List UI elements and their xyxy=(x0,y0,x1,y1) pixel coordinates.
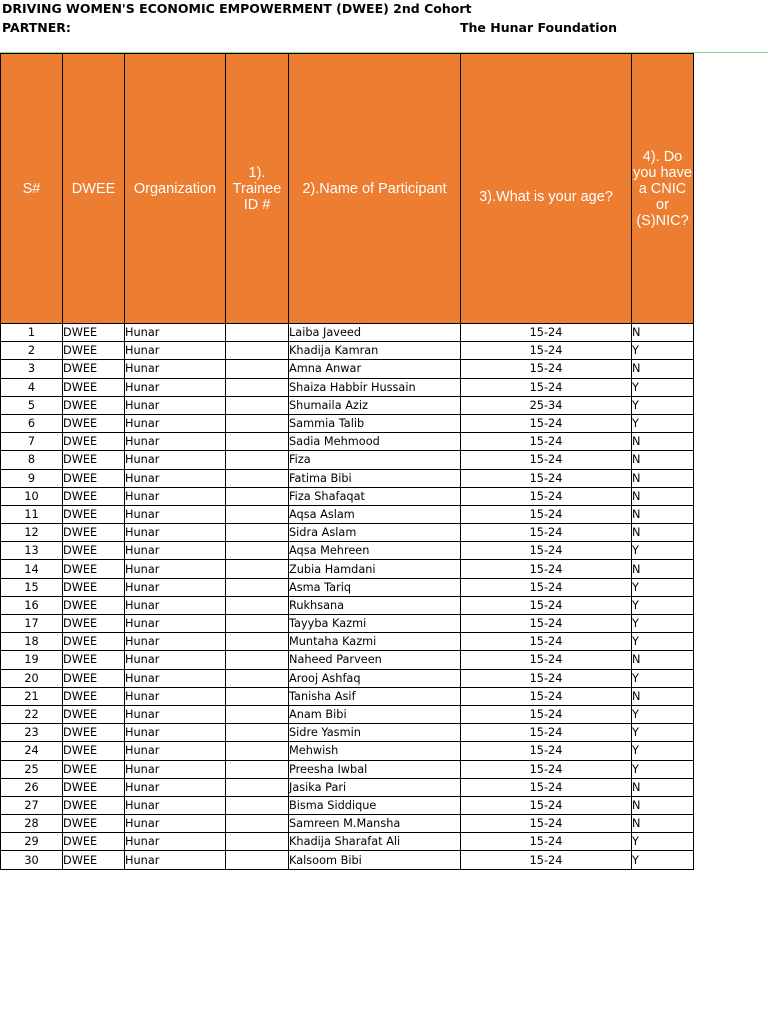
cell-age[interactable]: 15-24 xyxy=(461,833,632,851)
cell-dwee[interactable]: DWEE xyxy=(63,596,125,614)
cell-participant-name[interactable]: Fiza xyxy=(289,451,461,469)
table-row xyxy=(1,360,694,378)
cell-dwee[interactable]: DWEE xyxy=(63,796,125,814)
cell-organization[interactable]: Hunar xyxy=(125,596,226,614)
cell-organization[interactable]: Hunar xyxy=(125,342,226,360)
cell-organization[interactable]: Hunar xyxy=(125,378,226,396)
cell-organization[interactable]: Hunar xyxy=(125,469,226,487)
cell-dwee[interactable]: DWEE xyxy=(63,615,125,633)
table-row xyxy=(1,342,694,360)
cell-sn[interactable]: 22 xyxy=(1,705,63,723)
cell-dwee[interactable]: DWEE xyxy=(63,542,125,560)
cell-participant-name[interactable]: Tanisha Asif xyxy=(289,687,461,705)
cell-trainee-id[interactable] xyxy=(226,651,289,669)
cell-participant-name[interactable]: Muntaha Kazmi xyxy=(289,633,461,651)
cell-organization[interactable]: Hunar xyxy=(125,360,226,378)
cell-participant-name[interactable]: Arooj Ashfaq xyxy=(289,669,461,687)
cell-trainee-id[interactable] xyxy=(226,815,289,833)
cell-sn[interactable]: 9 xyxy=(1,469,63,487)
cell-trainee-id[interactable] xyxy=(226,560,289,578)
table-row xyxy=(1,687,694,705)
header-age[interactable]: 3).What is your age? xyxy=(461,54,632,324)
cell-organization[interactable]: Hunar xyxy=(125,705,226,723)
table-row xyxy=(1,669,694,687)
cell-dwee[interactable]: DWEE xyxy=(63,451,125,469)
cell-sn[interactable]: 10 xyxy=(1,487,63,505)
table-row xyxy=(1,760,694,778)
cell-dwee[interactable]: DWEE xyxy=(63,360,125,378)
cell-sn[interactable]: 11 xyxy=(1,505,63,523)
cell-age[interactable]: 15-24 xyxy=(461,669,632,687)
cell-cnic[interactable]: N xyxy=(632,487,694,505)
cell-sn[interactable]: 19 xyxy=(1,651,63,669)
cell-trainee-id[interactable] xyxy=(226,396,289,414)
cell-participant-name[interactable]: Anam Bibi xyxy=(289,705,461,723)
cell-cnic[interactable]: Y xyxy=(632,596,694,614)
cell-age[interactable]: 15-24 xyxy=(461,414,632,432)
cell-participant-name[interactable]: Khadija Sharafat Ali xyxy=(289,833,461,851)
table-row xyxy=(1,433,694,451)
cell-dwee[interactable]: DWEE xyxy=(63,687,125,705)
cell-dwee[interactable]: DWEE xyxy=(63,742,125,760)
cell-dwee[interactable]: DWEE xyxy=(63,778,125,796)
cell-sn[interactable]: 23 xyxy=(1,724,63,742)
cell-cnic[interactable]: Y xyxy=(632,833,694,851)
cell-dwee[interactable]: DWEE xyxy=(63,487,125,505)
cell-age[interactable]: 15-24 xyxy=(461,596,632,614)
cell-participant-name[interactable]: Shaiza Habbir Hussain xyxy=(289,378,461,396)
cell-participant-name[interactable]: Aqsa Aslam xyxy=(289,505,461,523)
cell-trainee-id[interactable] xyxy=(226,524,289,542)
cell-sn[interactable]: 21 xyxy=(1,687,63,705)
participant-table xyxy=(0,53,694,870)
cell-age[interactable]: 15-24 xyxy=(461,724,632,742)
cell-sn[interactable]: 20 xyxy=(1,669,63,687)
cell-trainee-id[interactable] xyxy=(226,669,289,687)
cell-organization[interactable]: Hunar xyxy=(125,633,226,651)
cell-dwee[interactable]: DWEE xyxy=(63,651,125,669)
cell-trainee-id[interactable] xyxy=(226,724,289,742)
cell-age[interactable]: 15-24 xyxy=(461,742,632,760)
cell-age[interactable]: 15-24 xyxy=(461,487,632,505)
cell-cnic[interactable]: Y xyxy=(632,724,694,742)
cell-participant-name[interactable]: Samreen M.Mansha xyxy=(289,815,461,833)
cell-cnic[interactable]: N xyxy=(632,651,694,669)
cell-participant-name[interactable]: Jasika Pari xyxy=(289,778,461,796)
cell-dwee[interactable]: DWEE xyxy=(63,815,125,833)
cell-sn[interactable]: 16 xyxy=(1,596,63,614)
cell-trainee-id[interactable] xyxy=(226,851,289,869)
cell-trainee-id[interactable] xyxy=(226,433,289,451)
cell-participant-name[interactable]: Amna Anwar xyxy=(289,360,461,378)
cell-age[interactable]: 15-24 xyxy=(461,560,632,578)
table-row xyxy=(1,596,694,614)
table-row xyxy=(1,651,694,669)
cell-dwee[interactable]: DWEE xyxy=(63,560,125,578)
cell-sn[interactable]: 29 xyxy=(1,833,63,851)
cell-cnic[interactable]: Y xyxy=(632,378,694,396)
cell-dwee[interactable]: DWEE xyxy=(63,760,125,778)
cell-participant-name[interactable]: Sidre Yasmin xyxy=(289,724,461,742)
cell-sn[interactable]: 28 xyxy=(1,815,63,833)
cell-organization[interactable]: Hunar xyxy=(125,851,226,869)
cell-age[interactable]: 15-24 xyxy=(461,542,632,560)
header-cnic[interactable]: 4). Do you have a CNIC or (S)NIC? xyxy=(632,54,694,324)
cell-organization[interactable]: Hunar xyxy=(125,433,226,451)
table-row xyxy=(1,724,694,742)
cell-organization[interactable]: Hunar xyxy=(125,542,226,560)
cell-organization[interactable]: Hunar xyxy=(125,524,226,542)
cell-participant-name[interactable]: Naheed Parveen xyxy=(289,651,461,669)
cell-trainee-id[interactable] xyxy=(226,778,289,796)
cell-participant-name[interactable]: Sammia Talib xyxy=(289,414,461,432)
cell-sn[interactable]: 5 xyxy=(1,396,63,414)
cell-sn[interactable]: 18 xyxy=(1,633,63,651)
table-row xyxy=(1,615,694,633)
table-row xyxy=(1,469,694,487)
header-row xyxy=(1,54,694,324)
cell-age[interactable]: 15-24 xyxy=(461,796,632,814)
cell-organization[interactable]: Hunar xyxy=(125,396,226,414)
table-row xyxy=(1,833,694,851)
cell-trainee-id[interactable] xyxy=(226,360,289,378)
cell-age[interactable]: 15-24 xyxy=(461,633,632,651)
cell-trainee-id[interactable] xyxy=(226,542,289,560)
table-row xyxy=(1,633,694,651)
cell-participant-name[interactable]: Sidra Aslam xyxy=(289,524,461,542)
cell-participant-name[interactable]: Khadija Kamran xyxy=(289,342,461,360)
cell-sn[interactable]: 3 xyxy=(1,360,63,378)
cell-participant-name[interactable]: Fatima Bibi xyxy=(289,469,461,487)
cell-organization[interactable]: Hunar xyxy=(125,669,226,687)
cell-age[interactable]: 25-34 xyxy=(461,396,632,414)
cell-age[interactable]: 15-24 xyxy=(461,342,632,360)
cell-trainee-id[interactable] xyxy=(226,687,289,705)
cell-participant-name[interactable]: Zubia Hamdani xyxy=(289,560,461,578)
cell-sn[interactable]: 13 xyxy=(1,542,63,560)
cell-dwee[interactable]: DWEE xyxy=(63,396,125,414)
cell-trainee-id[interactable] xyxy=(226,487,289,505)
table-row xyxy=(1,778,694,796)
cell-dwee[interactable]: DWEE xyxy=(63,578,125,596)
cell-age[interactable]: 15-24 xyxy=(461,687,632,705)
header-organization[interactable]: Organization xyxy=(125,54,226,324)
cell-organization[interactable]: Hunar xyxy=(125,324,226,342)
cell-participant-name[interactable]: Preesha Iwbal xyxy=(289,760,461,778)
cell-cnic[interactable]: Y xyxy=(632,396,694,414)
table-row xyxy=(1,560,694,578)
cell-organization[interactable]: Hunar xyxy=(125,796,226,814)
cell-dwee[interactable]: DWEE xyxy=(63,705,125,723)
cell-participant-name[interactable]: Mehwish xyxy=(289,742,461,760)
table-row xyxy=(1,542,694,560)
table-row xyxy=(1,815,694,833)
partner-name: The Hunar Foundation xyxy=(460,20,618,35)
cell-sn[interactable]: 14 xyxy=(1,560,63,578)
cell-cnic[interactable]: Y xyxy=(632,542,694,560)
table-row xyxy=(1,578,694,596)
cell-age[interactable]: 15-24 xyxy=(461,469,632,487)
header-participant-name[interactable]: 2).Name of Participant xyxy=(289,54,461,324)
cell-sn[interactable]: 12 xyxy=(1,524,63,542)
cell-trainee-id[interactable] xyxy=(226,505,289,523)
cell-cnic[interactable]: Y xyxy=(632,342,694,360)
table-row xyxy=(1,742,694,760)
cell-sn[interactable]: 30 xyxy=(1,851,63,869)
table-row xyxy=(1,705,694,723)
cell-dwee[interactable]: DWEE xyxy=(63,324,125,342)
cell-organization[interactable]: Hunar xyxy=(125,487,226,505)
cell-participant-name[interactable]: Kalsoom Bibi xyxy=(289,851,461,869)
cell-sn[interactable]: 1 xyxy=(1,324,63,342)
cell-participant-name[interactable]: Tayyba Kazmi xyxy=(289,615,461,633)
cell-age[interactable]: 15-24 xyxy=(461,851,632,869)
cell-cnic[interactable]: Y xyxy=(632,615,694,633)
cell-sn[interactable]: 25 xyxy=(1,760,63,778)
cell-organization[interactable]: Hunar xyxy=(125,560,226,578)
cell-dwee[interactable]: DWEE xyxy=(63,414,125,432)
cell-organization[interactable]: Hunar xyxy=(125,414,226,432)
cell-organization[interactable]: Hunar xyxy=(125,615,226,633)
cell-participant-name[interactable]: Aqsa Mehreen xyxy=(289,542,461,560)
cell-trainee-id[interactable] xyxy=(226,633,289,651)
table-row xyxy=(1,796,694,814)
cell-sn[interactable]: 17 xyxy=(1,615,63,633)
cell-organization[interactable]: Hunar xyxy=(125,505,226,523)
cell-trainee-id[interactable] xyxy=(226,742,289,760)
header-sn[interactable]: S# xyxy=(1,54,63,324)
cell-cnic[interactable]: N xyxy=(632,778,694,796)
cell-sn[interactable]: 27 xyxy=(1,796,63,814)
table-row xyxy=(1,324,694,342)
cell-trainee-id[interactable] xyxy=(226,615,289,633)
cell-dwee[interactable]: DWEE xyxy=(63,342,125,360)
cell-age[interactable]: 15-24 xyxy=(461,705,632,723)
cell-dwee[interactable]: DWEE xyxy=(63,524,125,542)
cell-age[interactable]: 15-24 xyxy=(461,815,632,833)
cell-cnic[interactable]: N xyxy=(632,524,694,542)
cell-dwee[interactable]: DWEE xyxy=(63,724,125,742)
cell-dwee[interactable]: DWEE xyxy=(63,851,125,869)
cell-age[interactable]: 15-24 xyxy=(461,760,632,778)
cell-participant-name[interactable]: Rukhsana xyxy=(289,596,461,614)
cell-organization[interactable]: Hunar xyxy=(125,742,226,760)
cell-age[interactable]: 15-24 xyxy=(461,360,632,378)
cell-participant-name[interactable]: Shumaila Aziz xyxy=(289,396,461,414)
cell-sn[interactable]: 2 xyxy=(1,342,63,360)
cell-cnic[interactable]: N xyxy=(632,687,694,705)
cell-age[interactable]: 15-24 xyxy=(461,615,632,633)
cell-organization[interactable]: Hunar xyxy=(125,815,226,833)
cell-participant-name[interactable]: Sadia Mehmood xyxy=(289,433,461,451)
cell-dwee[interactable]: DWEE xyxy=(63,633,125,651)
cell-cnic[interactable]: N xyxy=(632,469,694,487)
table-row xyxy=(1,851,694,869)
cell-sn[interactable]: 15 xyxy=(1,578,63,596)
cell-cnic[interactable]: N xyxy=(632,324,694,342)
table-row xyxy=(1,487,694,505)
cell-age[interactable]: 15-24 xyxy=(461,451,632,469)
cell-age[interactable]: 15-24 xyxy=(461,433,632,451)
cell-dwee[interactable]: DWEE xyxy=(63,505,125,523)
cell-dwee[interactable]: DWEE xyxy=(63,433,125,451)
cell-organization[interactable]: Hunar xyxy=(125,760,226,778)
cell-cnic[interactable]: N xyxy=(632,360,694,378)
cell-cnic[interactable]: N xyxy=(632,433,694,451)
cell-sn[interactable]: 4 xyxy=(1,378,63,396)
cell-trainee-id[interactable] xyxy=(226,451,289,469)
cell-cnic[interactable]: Y xyxy=(632,705,694,723)
cell-age[interactable]: 15-24 xyxy=(461,778,632,796)
cell-age[interactable]: 15-24 xyxy=(461,651,632,669)
cell-sn[interactable]: 24 xyxy=(1,742,63,760)
cell-cnic[interactable]: Y xyxy=(632,669,694,687)
cell-participant-name[interactable]: Asma Tariq xyxy=(289,578,461,596)
cell-trainee-id[interactable] xyxy=(226,414,289,432)
cell-cnic[interactable]: Y xyxy=(632,633,694,651)
cell-dwee[interactable]: DWEE xyxy=(63,833,125,851)
cell-age[interactable]: 15-24 xyxy=(461,524,632,542)
cell-cnic[interactable]: Y xyxy=(632,760,694,778)
cell-cnic[interactable]: N xyxy=(632,451,694,469)
cell-cnic[interactable]: N xyxy=(632,796,694,814)
table-row xyxy=(1,451,694,469)
cell-cnic[interactable]: N xyxy=(632,505,694,523)
table-row xyxy=(1,414,694,432)
cell-age[interactable]: 15-24 xyxy=(461,578,632,596)
document-title: DRIVING WOMEN'S ECONOMIC EMPOWERMENT (DWEE) 2nd Cohort xyxy=(2,1,472,16)
cell-trainee-id[interactable] xyxy=(226,796,289,814)
table-row xyxy=(1,505,694,523)
cell-cnic[interactable]: N xyxy=(632,815,694,833)
cell-participant-name[interactable]: Laiba Javeed xyxy=(289,324,461,342)
cell-organization[interactable]: Hunar xyxy=(125,578,226,596)
cell-trainee-id[interactable] xyxy=(226,596,289,614)
cell-organization[interactable]: Hunar xyxy=(125,451,226,469)
cell-age[interactable]: 15-24 xyxy=(461,378,632,396)
header-trainee-id[interactable]: 1). Trainee ID # xyxy=(226,54,289,324)
cell-trainee-id[interactable] xyxy=(226,378,289,396)
cell-trainee-id[interactable] xyxy=(226,578,289,596)
cell-sn[interactable]: 7 xyxy=(1,433,63,451)
cell-trainee-id[interactable] xyxy=(226,469,289,487)
cell-organization[interactable]: Hunar xyxy=(125,724,226,742)
table-body xyxy=(1,324,694,870)
cell-age[interactable]: 15-24 xyxy=(461,505,632,523)
cell-organization[interactable]: Hunar xyxy=(125,778,226,796)
cell-sn[interactable]: 6 xyxy=(1,414,63,432)
cell-participant-name[interactable]: Fiza Shafaqat xyxy=(289,487,461,505)
cell-cnic[interactable]: Y xyxy=(632,742,694,760)
cell-trainee-id[interactable] xyxy=(226,833,289,851)
cell-organization[interactable]: Hunar xyxy=(125,833,226,851)
cell-cnic[interactable]: Y xyxy=(632,851,694,869)
cell-cnic[interactable]: Y xyxy=(632,414,694,432)
cell-organization[interactable]: Hunar xyxy=(125,651,226,669)
cell-age[interactable]: 15-24 xyxy=(461,324,632,342)
cell-cnic[interactable]: Y xyxy=(632,578,694,596)
cell-dwee[interactable]: DWEE xyxy=(63,469,125,487)
cell-participant-name[interactable]: Bisma Siddique xyxy=(289,796,461,814)
cell-sn[interactable]: 8 xyxy=(1,451,63,469)
cell-dwee[interactable]: DWEE xyxy=(63,669,125,687)
table-row xyxy=(1,396,694,414)
table-row xyxy=(1,524,694,542)
table-row xyxy=(1,378,694,396)
cell-trainee-id[interactable] xyxy=(226,342,289,360)
cell-cnic[interactable]: N xyxy=(632,560,694,578)
cell-organization[interactable]: Hunar xyxy=(125,687,226,705)
cell-dwee[interactable]: DWEE xyxy=(63,378,125,396)
cell-trainee-id[interactable] xyxy=(226,760,289,778)
cell-sn[interactable]: 26 xyxy=(1,778,63,796)
cell-trainee-id[interactable] xyxy=(226,705,289,723)
header-dwee[interactable]: DWEE xyxy=(63,54,125,324)
cell-trainee-id[interactable] xyxy=(226,324,289,342)
partner-label: PARTNER: xyxy=(2,20,71,35)
